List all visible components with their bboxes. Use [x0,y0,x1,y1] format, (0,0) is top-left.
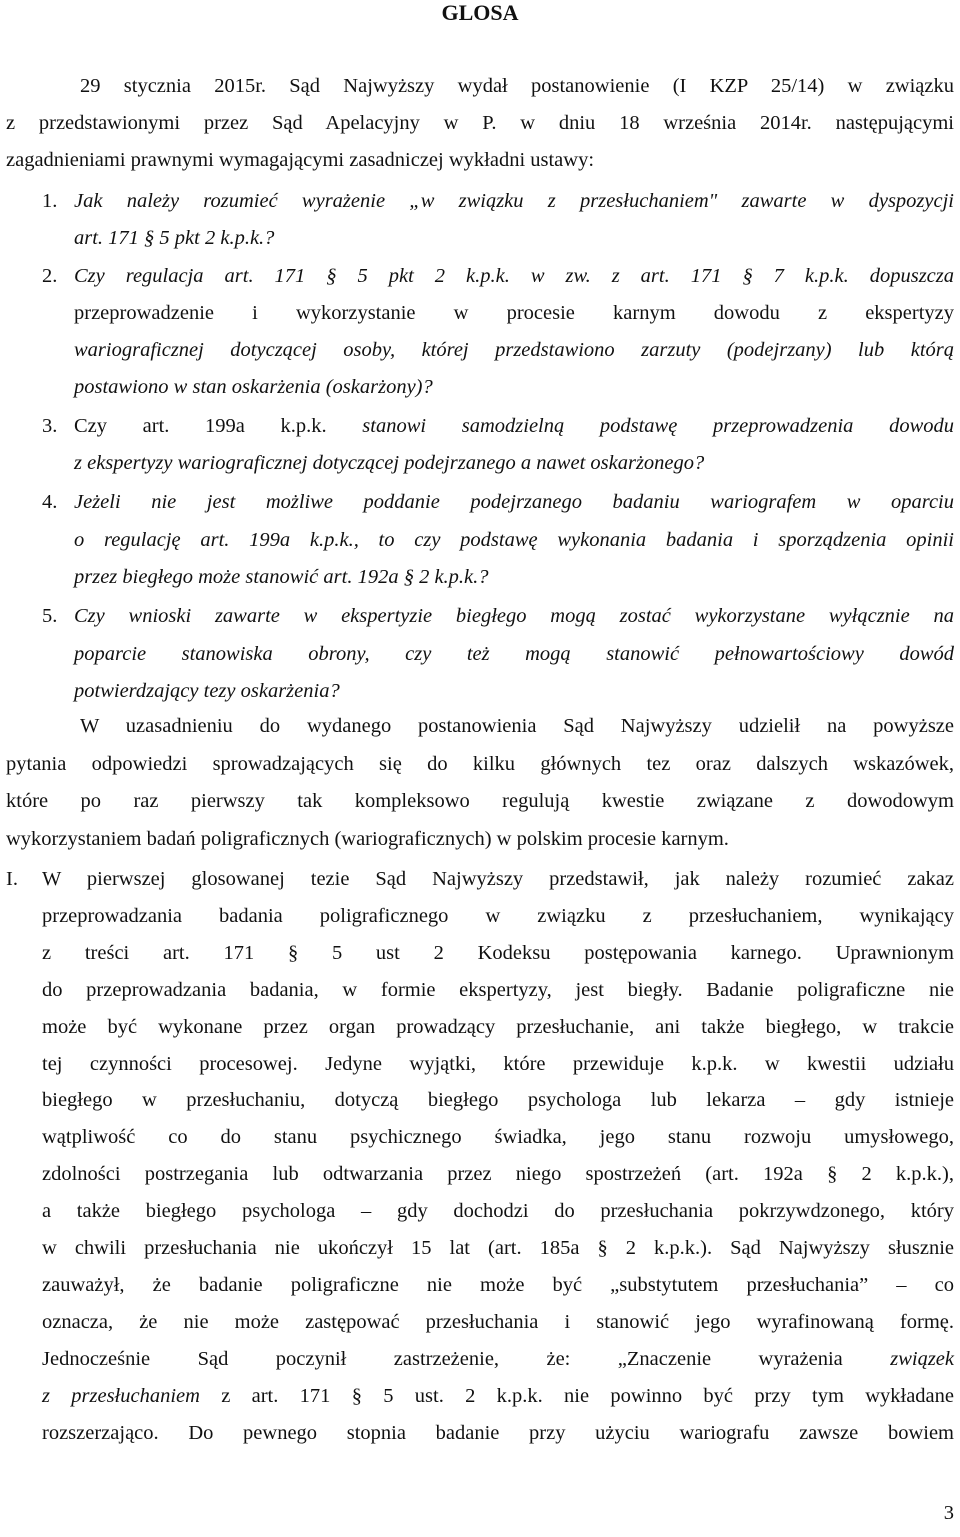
section-line: W pierwszej glosowanej tezie Sąd Najwyższy przedstawił, jak należy rozumieć zakaz [42,868,954,890]
question-4 [42,484,954,597]
section-line: w chwili przesłuchania nie ukończył 15 lat (art. 185a § 2 k.p.k.). Sąd Najwyższy słusznie [42,1237,954,1260]
section-line [42,1341,954,1378]
intro-line: z przedstawionymi przez Sąd Apelacyjny w P. w dniu 18 września 2014r. następującymi [6,112,954,134]
reasoning-line: W uzasadnieniu do wydanego postanowienia Sąd Najwyższy udzielił na powyższe [80,715,954,737]
question-number: 2. [42,265,58,287]
question-text: potwierdzający tezy oskarżenia? [74,680,340,702]
question-text: przez biegłego może stanowić art. 192a § 2 k.p.k.? [74,566,489,588]
question-text: o regulację art. 199a k.p.k., to czy podstawę wykonania badania i sporządzenia opinii [74,528,954,551]
section-text-italic: związek [890,1347,954,1370]
reasoning-line: pytania odpowiedzi sprowadzających się do kilku głównych tez oraz dalszych wskazówek, [6,752,954,775]
question-text: Czy wnioski zawarte w ekspertyzie biegłego mogą zostać wykorzystane wyłącznie na [74,605,954,627]
intro-paragraph [6,68,954,179]
question-text: stanowi samodzielną podstawę przeprowadzenia dowodu [326,415,954,437]
intro-line: 29 stycznia 2015r. Sąd Najwyższy wydał postanowienie (I KZP 25/14) w związku [80,75,954,97]
question-2 [42,258,954,406]
question-number: 1. [42,190,58,212]
question-1 [42,183,954,257]
intro-line: zagadnieniami prawnymi wymagającymi zasadniczej wykładni ustawy: [6,149,595,171]
question-text: poparcie stanowiska obrony, czy też mogą stanowić pełnowartościowy dowód [74,642,954,665]
section-line [42,1378,954,1415]
question-text: Jak należy rozumieć wyrażenie „w związku z przesłuchaniem" zawarte w dyspozycji [74,190,954,212]
question-3 [42,408,954,482]
section-line: zauważył, że badanie poligraficzne nie może być „substytutem przesłuchania” – co [42,1273,954,1296]
question-5 [42,598,954,711]
section-line: wątpliwość co do stanu psychicznego świadka, jego stanu rozwoju umysłowego, [42,1126,954,1149]
question-number: 4. [42,491,58,513]
question-text: Czy art. 199a k.p.k. [74,415,327,437]
section-line: przeprowadzania badania poligraficznego w związku z przesłuchaniem, wynikający [42,904,954,927]
reasoning-paragraph [6,708,954,858]
question-text: przeprowadzenie i wykorzystanie w procesie karnym dowodu z ekspertyzy [74,302,954,324]
section-line: tej czynności procesowej. Jedyne wyjątki, które przewiduje k.p.k. w kwestii udziału [42,1052,954,1075]
question-text: wariograficznej dotyczącej osoby, której przedstawiono zarzuty (podejrzany) lub którą [74,339,954,361]
section-number: I. [6,868,18,890]
question-text: art. 171 § 5 pkt 2 k.p.k.? [74,227,275,249]
section-line: biegłego w przesłuchaniu, dotyczą biegłego psychologa lub lekarza – gdy istnieje [42,1089,954,1112]
section-line: do przeprowadzania badania, w formie ekspertyzy, jest biegły. Badanie poligraficzne nie [42,978,954,1001]
question-text: postawiono w stan oskarżenia (oskarżony)? [74,376,433,398]
section-line: a także biegłego psychologa – gdy dochodzi do przesłuchania pokrzywdzonego, który [42,1200,954,1223]
question-text: Jeżeli nie jest możliwe poddanie podejrzanego badaniu wariografem w oparciu [74,491,954,513]
question-text: z ekspertyzy wariograficznej dotyczącej podejrzanego a nawet oskarżonego? [74,452,705,474]
document-title: GLOSA [441,0,519,25]
reasoning-line: wykorzystaniem badań poligraficznych (wariograficznych) w polskim procesie karnym. [6,827,729,850]
section-text-italic: z przesłuchaniem [42,1384,200,1407]
section-text: Jednocześnie Sąd poczynił zastrzeżenie, że: „Znaczenie wyrażenia [42,1347,891,1370]
section-line: z treści art. 171 § 5 ust 2 Kodeksu postępowania karnego. Uprawnionym [42,941,954,964]
section-1 [6,861,954,1452]
page-number: 3 [943,1502,954,1524]
section-body [42,861,954,1452]
section-line: może być wykonane przez organ prowadzący przesłuchanie, ani także biegłego, w trakcie [42,1015,954,1038]
question-number: 5. [42,605,58,627]
section-line: oznacza, że nie może zastępować przesłuchania i stanowić jego wyrafinowaną formę. [42,1310,954,1333]
section-line: rozszerzająco. Do pewnego stopnia badanie przy użyciu wariografu zawsze bowiem [42,1421,954,1444]
question-number: 3. [42,415,58,437]
question-text: Czy regulacja art. 171 § 5 pkt 2 k.p.k. w zw. z art. 171 § 7 k.p.k. dopuszcza [74,265,954,287]
reasoning-line: które po raz pierwszy tak kompleksowo regulują kwestie związane z dowodowym [6,790,954,812]
section-line: zdolności postrzegania lub odtwarzania przez niego spostrzeżeń (art. 192a § 2 k.p.k.), [42,1163,954,1186]
section-text: z art. 171 § 5 ust. 2 k.p.k. nie powinno być przy tym wykładane [199,1384,955,1407]
